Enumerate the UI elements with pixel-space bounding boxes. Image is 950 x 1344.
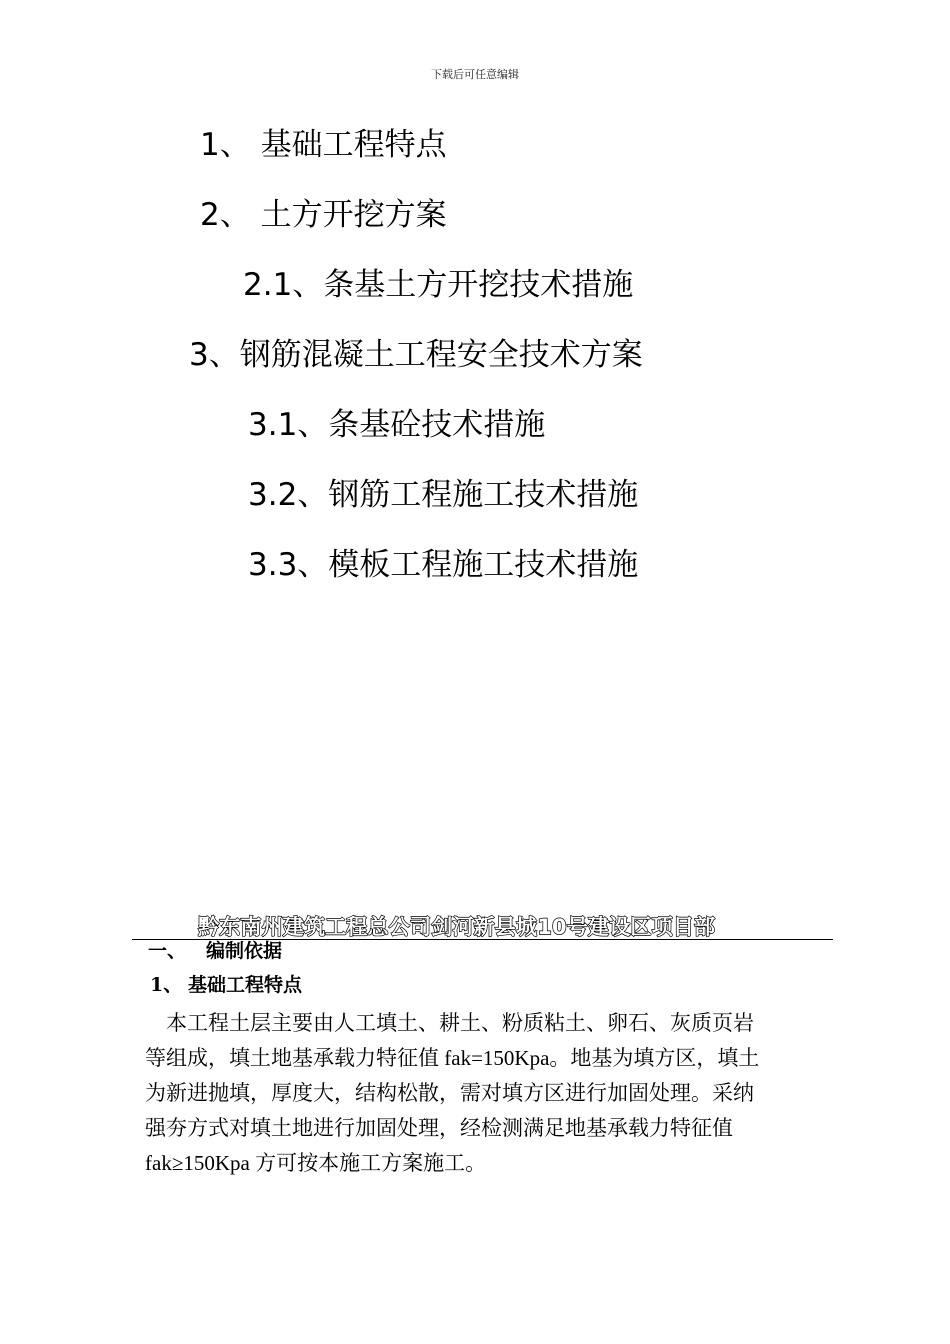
- section-number: 一、: [148, 940, 187, 962]
- toc-item: 3.3、模板工程施工技术措施: [248, 547, 639, 583]
- subsection-title: 基础工程特点: [188, 974, 303, 996]
- company-banner: 黔东南州建筑工程总公司剑河新县城10号建设区项目部: [198, 915, 716, 939]
- toc-item: 3、钢筋混凝土工程安全技术方案: [189, 337, 643, 373]
- page-header-note: 下载后可任意编辑: [431, 68, 519, 81]
- paragraph-line: 为新进抛填，厚度大，结构松散，需对填方区进行加固处理。采纳: [145, 1081, 754, 1105]
- toc-item: 1、 基础工程特点: [200, 127, 447, 163]
- paragraph-line: 强夯方式对填土地进行加固处理，经检测满足地基承载力特征值: [145, 1116, 733, 1140]
- paragraph-line: 本工程土层主要由人工填土、耕土、粉质粘土、卵石、灰质页岩: [166, 1011, 754, 1035]
- toc-item: 3.2、钢筋工程施工技术措施: [248, 477, 639, 513]
- body-paragraph: [145, 1006, 810, 1181]
- toc-item: 3.1、条基砼技术措施: [248, 407, 546, 443]
- subsection-heading: [150, 972, 302, 998]
- paragraph-line: 等组成，填土地基承载力特征值 fak=150Kpa。地基为填方区，填土: [145, 1046, 760, 1070]
- toc-item: 2、 土方开挖方案: [200, 197, 447, 233]
- section-heading: [148, 938, 282, 964]
- section-title: 编制依据: [206, 940, 283, 962]
- subsection-number: 1、: [150, 974, 183, 996]
- paragraph-line: fak≥150Kpa 方可按本施工方案施工。: [145, 1151, 487, 1175]
- toc-item: 2.1、条基土方开挖技术措施: [243, 267, 634, 303]
